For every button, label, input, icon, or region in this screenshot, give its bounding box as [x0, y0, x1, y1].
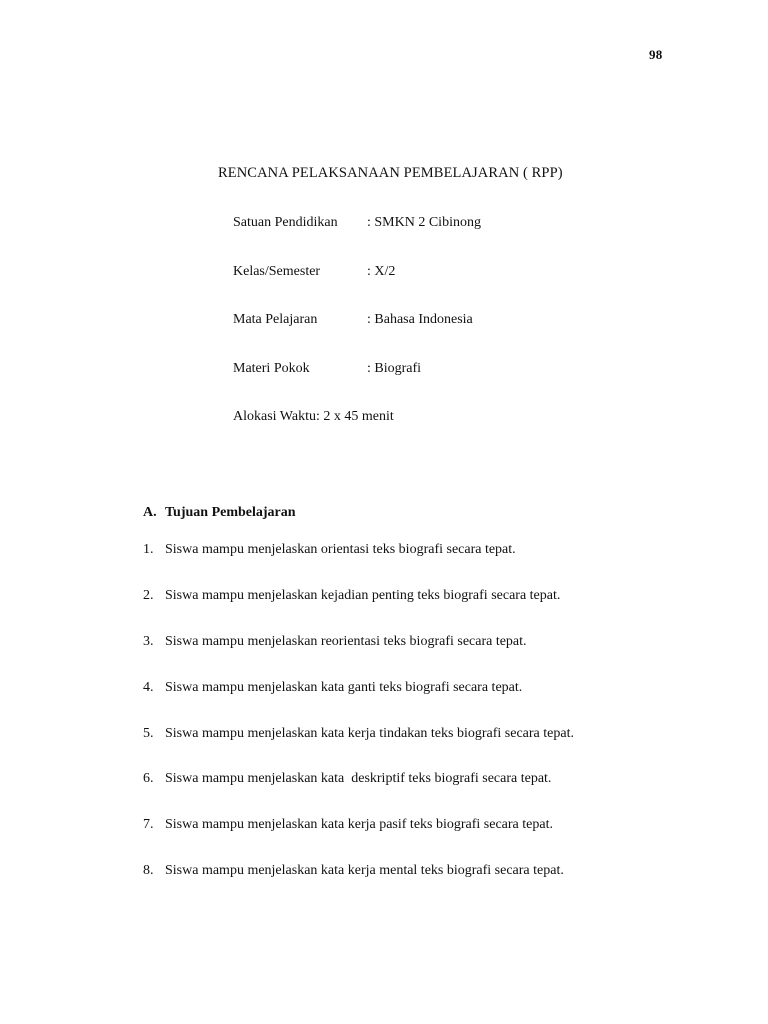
list-item: [143, 724, 574, 770]
info-value: Bahasa Indonesia: [374, 312, 473, 327]
list-text: Siswa mampu menjelaskan kata ganti teks biografi secara tepat.: [165, 679, 523, 695]
list-text: Siswa mampu menjelaskan kata kerja tindakan teks biografi secara tepat.: [165, 725, 574, 741]
section-title: Tujuan Pembelajaran: [165, 505, 296, 520]
info-label: Alokasi Waktu: [233, 409, 316, 424]
list-text: Siswa mampu menjelaskan kata kerja mental teks biografi secara tepat.: [165, 863, 564, 879]
list-number: 6.: [143, 771, 154, 787]
list-item: [143, 678, 574, 724]
info-row-mata-pelajaran: [233, 310, 481, 359]
info-label: Mata Pelajaran: [233, 312, 318, 327]
list-text: Siswa mampu menjelaskan orientasi teks biografi secara tepat.: [165, 542, 516, 557]
list-text: Siswa mampu menjelaskan kata kerja pasif teks biografi secara tepat.: [165, 817, 553, 833]
info-value: SMKN 2 Cibinong: [374, 215, 481, 230]
list-number: 4.: [143, 679, 154, 695]
info-separator: :: [316, 409, 320, 424]
info-value: X/2: [374, 263, 396, 279]
info-value: Biografi: [374, 360, 422, 376]
info-row-alokasi-waktu: [233, 407, 481, 456]
list-item: [143, 769, 574, 815]
list-number: 2.: [143, 587, 154, 603]
document-title: RENCANA PELAKSANAAN PEMBELAJARAN ( RPP): [218, 165, 563, 181]
info-label: Satuan Pendidikan: [233, 215, 338, 230]
info-row-kelas-semester: [233, 262, 481, 311]
list-item: [143, 815, 574, 861]
info-separator: :: [367, 263, 371, 279]
list-number: 8.: [143, 863, 154, 879]
objectives-list: [143, 540, 574, 907]
info-value: 2 x 45 menit: [323, 409, 394, 424]
info-row-materi-pokok: [233, 359, 481, 408]
list-number: 1.: [143, 542, 154, 557]
list-item: [143, 540, 574, 586]
info-separator: :: [367, 312, 371, 327]
identity-block: [233, 213, 481, 456]
list-text: Siswa mampu menjelaskan reorientasi teks biografi secara tepat.: [165, 633, 527, 649]
info-separator: :: [367, 360, 371, 376]
page-number: 98: [649, 47, 663, 62]
list-text: Siswa mampu menjelaskan kejadian penting teks biografi secara tepat.: [165, 587, 561, 603]
list-item: [143, 632, 574, 678]
list-item: [143, 586, 574, 632]
info-row-satuan-pendidikan: [233, 213, 481, 262]
list-number: 5.: [143, 725, 154, 741]
list-number: 7.: [143, 817, 154, 833]
list-number: 3.: [143, 633, 154, 649]
list-text: Siswa mampu menjelaskan kata deskriptif teks biografi secara tepat.: [165, 771, 552, 787]
info-label: Materi Pokok: [233, 360, 310, 376]
section-heading-tujuan: [143, 505, 296, 521]
info-label: Kelas/Semester: [233, 263, 321, 279]
info-separator: :: [367, 215, 371, 230]
list-item: [143, 861, 574, 907]
section-letter: A.: [143, 505, 157, 520]
